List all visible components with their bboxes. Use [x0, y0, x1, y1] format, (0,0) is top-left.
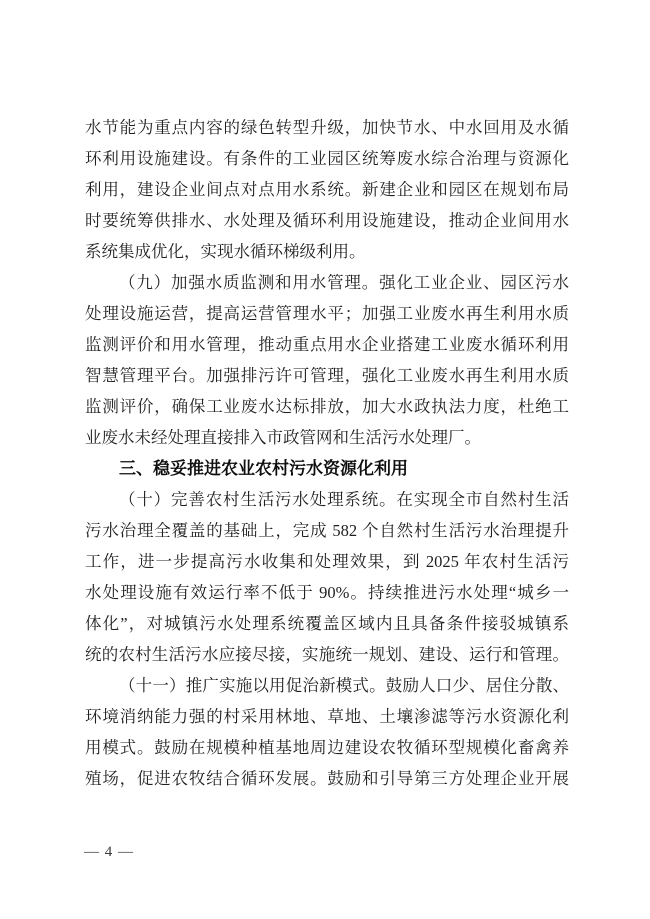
body-line: 监测评价，确保工业废水达标排放，加大水政执法力度，杜绝工	[85, 397, 569, 416]
body-line: 统的农村生活污水应接尽接，实施统一规划、建设、运行和管理。	[85, 645, 569, 664]
body-line: 工作，进一步提高污水收集和处理效果，到 2025 年农村生活污	[85, 552, 569, 571]
body-line: 污水治理全覆盖的基础上，完成 582 个自然村生活污水治理提升	[85, 521, 569, 540]
body-line: 监测评价和用水管理，推动重点用水企业搭建工业废水循环利用	[85, 335, 569, 354]
page-number: — 4 —	[84, 844, 134, 860]
body-line: 智慧管理平台。加强排污许可管理，强化工业废水再生利用水质	[85, 366, 569, 385]
body-line: 用模式。鼓励在规模种植基地周边建设农牧循环型规模化畜禽养	[85, 738, 569, 757]
body-line: 体化”，对城镇污水处理系统覆盖区域内且具备条件接驳城镇系	[85, 614, 569, 633]
para-10-lead-line: （十）完善农村生活污水处理系统。在实现全市自然村生活	[119, 490, 569, 509]
body-line: 系统集成优化，实现水循环梯级利用。	[85, 242, 366, 261]
body-line: 水处理设施有效运行率不低于 90%。持续推进污水处理“城乡一	[85, 583, 569, 602]
body-line: 环利用设施建设。有条件的工业园区统筹废水综合治理与资源化	[85, 149, 569, 168]
body-line: 业废水未经处理直接排入市政管网和生活污水处理厂。	[85, 428, 481, 447]
body-line: 水节能为重点内容的绿色转型升级，加快节水、中水回用及水循	[85, 118, 569, 137]
body-line: 环境消纳能力强的村采用林地、草地、土壤渗滤等污水资源化利	[85, 707, 569, 726]
para-9-lead-line: （九）加强水质监测和用水管理。强化工业企业、园区污水	[119, 273, 569, 292]
body-line: 利用，建设企业间点对点用水系统。新建企业和园区在规划布局	[85, 180, 569, 199]
section-3-heading: 三、稳妥推进农业农村污水资源化利用	[119, 459, 408, 478]
document-body	[85, 112, 569, 794]
body-line: 处理设施运营，提高运营管理水平；加强工业废水再生利用水质	[85, 304, 569, 323]
body-line: 时要统筹供排水、水处理及循环利用设施建设，推动企业间用水	[85, 211, 569, 230]
body-line: 殖场，促进农牧结合循环发展。鼓励和引导第三方处理企业开展	[85, 769, 569, 788]
para-11-lead-line: （十一）推广实施以用促治新模式。鼓励人口少、居住分散、	[119, 676, 569, 695]
